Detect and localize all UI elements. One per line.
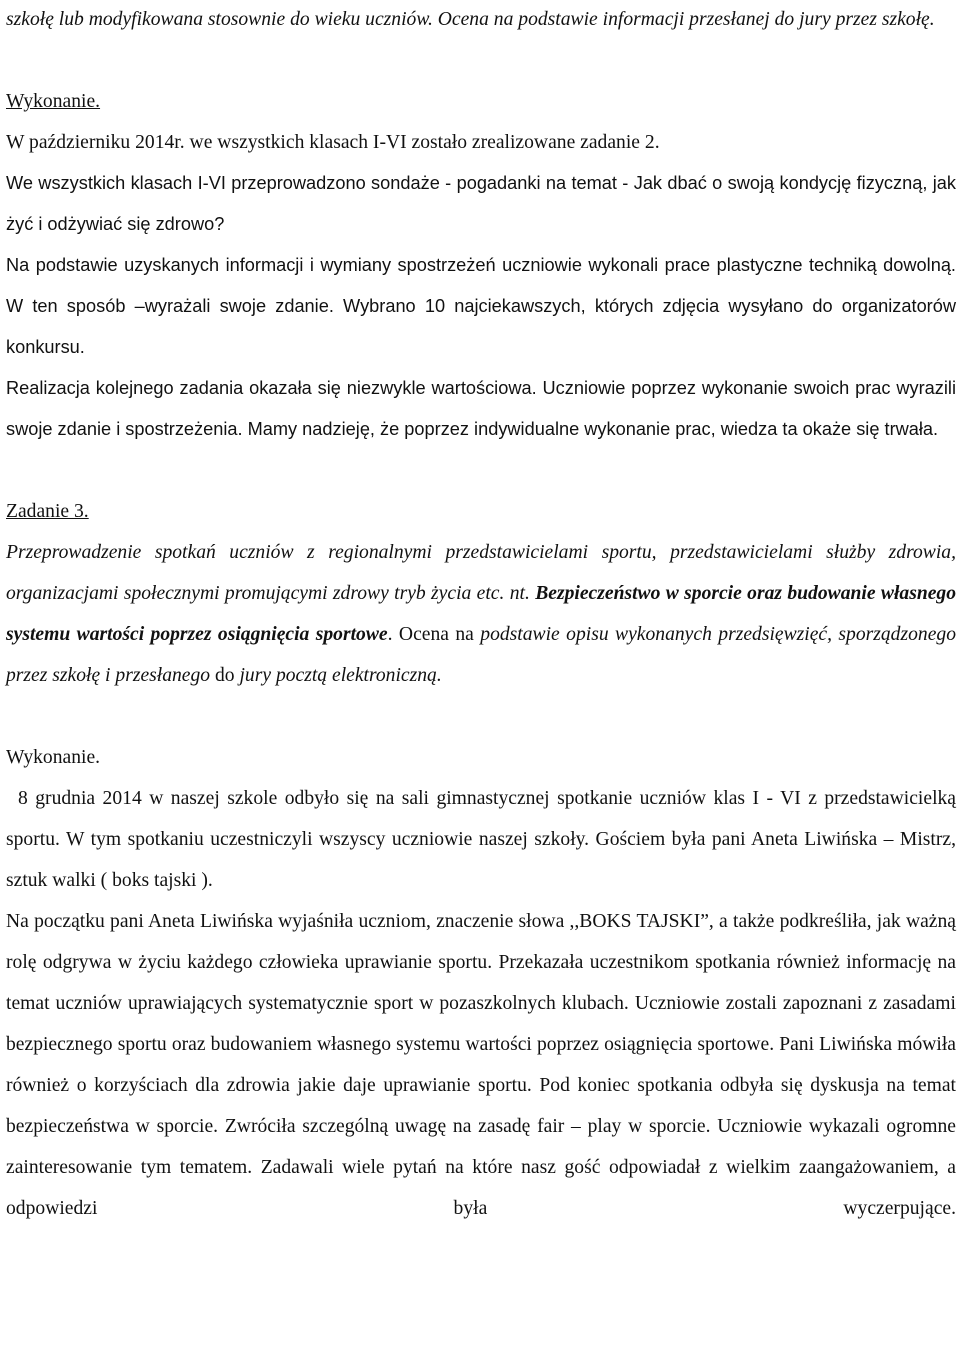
- heading-wykonanie-2: Wykonanie.: [6, 747, 101, 768]
- wykonanie-2-paragraph-1: 8 grudnia 2014 w naszej szkole odbyło się na sali gimnastycznej spotkanie uczniów klas I - VI z przedstawicielką sportu. W tym spotkaniu uczestniczyli wszyscy uczniowie naszej szkoły. Gościem była pani Aneta Liwińska – Mistrz, sztuk walki ( boks tajski ).: [6, 788, 956, 891]
- wykonanie-2-paragraph-2: Na początku pani Aneta Liwińska wyjaśniła uczniom, znaczenie słowa ,,BOKS TAJSKI”, a także podkreśliła, jak ważną rolę odgrywa w życiu każdego człowieka uprawianie sportu. Przekazała uczestnikom spotkania również informację na temat uczniów uprawiających systematycznie sport w pozaszkolnych klubach. Uczniowie zostali zapoznani z zasadami bezpiecznego sportu oraz budowaniem własnego systemu wartości poprzez osiągnięcia sportowe. Pani Liwińska mówiła również o korzyściach dla zdrowia jakie daje uprawianie sportu. Pod koniec spotkania odbyła się dyskusja na temat bezpieczeństwa w sporcie. Zwróciła szczególną uwagę na zasadę fair – play w sporcie. Uczniowie wykazali ogromne zainteresowanie tym tematem. Zadawali wiele pytań na które nasz gość odpowiadał z wielkim zaangażowaniem, a odpowiedzi była wyczerpujące.: [6, 911, 956, 1219]
- zadanie-3-topic: Bezpieczeństwo w sporcie oraz budowanie własnego systemu wartości poprzez osiągnięcia sportowe: [6, 583, 957, 645]
- wykonanie-1-paragraph-3: [6, 245, 956, 368]
- wyk1-p3-part-b: W ten sposób –wyrażali swoje zdanie.: [6, 296, 334, 316]
- section-heading-wykonanie: [6, 81, 956, 122]
- wyk1-p3-part-c: Wybrano 10 najciekawszych, których zdjęcia wysyłano do organizatorów konkursu.: [6, 296, 956, 357]
- spacer: [6, 40, 956, 81]
- wyk1-p3-part-a: Na podstawie uzyskanych informacji i wymiany spostrzeżeń uczniowie wykonali prace plastyczne techniką dowolną.: [6, 255, 956, 275]
- zadanie-3-tail-do: do: [215, 665, 235, 686]
- zadanie-3-tail-plain: . Ocena na: [387, 624, 481, 645]
- zadanie-3-tail-italic: podstawie opisu wykonanych przedsięwzięć, sporządzonego przez szkołę i przesłanego: [6, 624, 956, 686]
- zadanie-3-paragraph: [6, 532, 956, 696]
- wykonanie-1-line-1: W październiku 2014r. we wszystkich klasach I-VI zostało zrealizowane zadanie 2.: [6, 132, 660, 153]
- section-heading-zadanie: [6, 491, 956, 532]
- zadanie-3-tail-jury: jury pocztą elektroniczną.: [234, 665, 442, 686]
- section-heading-wykonanie: [6, 737, 956, 778]
- wykonanie-1-paragraph-4: [6, 368, 956, 450]
- zadanie-3-description: Przeprowadzenie spotkań uczniów z regionalnymi przedstawicielami sportu, przedstawicielami służby zdrowia, organizacjami społecznymi promującymi zdrowy tryb życia etc. nt.: [6, 542, 956, 604]
- document-page: [6, 0, 956, 1229]
- wyk1-p4-part-b: Uczniowie poprzez wykonanie swoich prac wyrazili swoje zdanie i spostrzeżenia.: [6, 378, 957, 439]
- wyk1-p4-part-a: Realizacja kolejnego zadania okazała się niezwykle wartościowa.: [6, 378, 537, 398]
- spacer: [6, 696, 956, 737]
- heading-zadanie-3: Zadanie 3.: [6, 501, 89, 522]
- heading-wykonanie-1: Wykonanie.: [6, 91, 101, 112]
- spacer: [6, 450, 956, 491]
- intro-paragraph: szkołę lub modyfikowana stosownie do wieku uczniów. Ocena na podstawie informacji przesłanej do jury przez szkołę.: [6, 9, 935, 30]
- wyk1-p4-part-c: Mamy nadzieję, że poprzez indywidualne wykonanie prac, wiedza ta okaże się trwała.: [242, 419, 939, 439]
- wykonanie-1-paragraph-2: We wszystkich klasach I-VI przeprowadzono sondaże - pogadanki na temat - Jak dbać o swoją kondycję fizyczną, jak żyć i odżywiać się zdrowo?: [6, 173, 956, 234]
